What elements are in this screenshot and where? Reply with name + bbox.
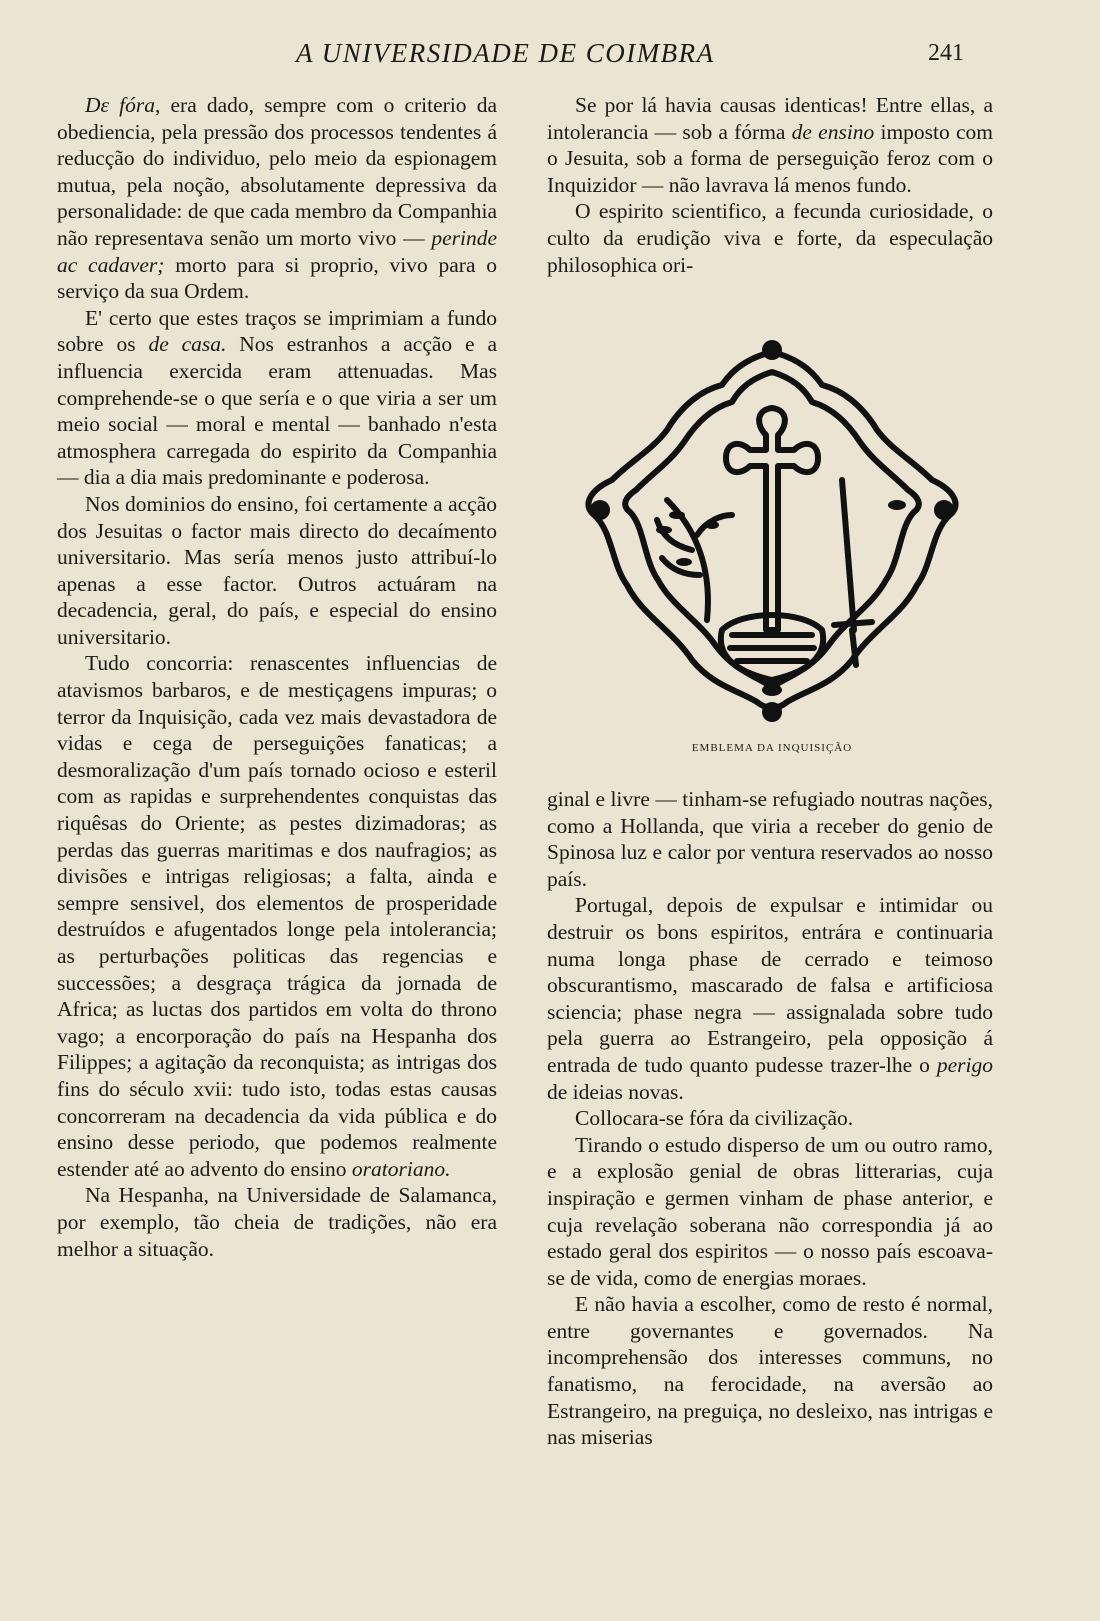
paragraph-text: morto para si proprio, vivo para o serviço da sua Ordem. — [57, 252, 498, 304]
paragraph: Na Hespanha, na Universidade de Salamanca, por exemplo, tão cheia de tradições, não era melhor a situação. — [57, 1183, 497, 1261]
paragraph — [547, 892, 993, 1105]
inquisition-emblem-figure — [572, 330, 972, 770]
paragraph: Tirando o estudo disperso de um ou outro ramo, e a explosão genial de obras litterarias, cuja inspiração e germen vinham de phase anterior, e cuja revelação soberana não correspondia já ao estado geral dos espiritos — o nosso país escoava-se de vida, como de energias moraes. — [547, 1132, 993, 1290]
paragraph-text: Nos estranhos a acção e a influencia exercida eram attenuadas. Mas comprehende-se o que sería e o que viria a ser um meio social — moral e mental — banhado n'esta atmosphera carregada do espirito da Companhia — dia a dia mais predominante e poderosa. — [57, 332, 498, 490]
paragraph-text: de ideias novas. — [547, 1079, 684, 1104]
paragraph — [57, 650, 497, 1182]
paragraph: ginal e livre — tinham-se refugiado noutras nações, como a Hollanda, que viria a receber do genio de Spinosa luz e calor por ventura reservados ao nosso país. — [547, 787, 993, 891]
paragraph — [57, 92, 497, 305]
italic-phrase: oratoriano. — [351, 1156, 451, 1181]
running-head — [0, 38, 1100, 74]
paragraph-text: Se por lá havia causas identicas! Entre ellas, a intolerancia — sob a fórma — [547, 93, 993, 144]
figure-caption: EMBLEMA DA INQUISIÇÃO — [691, 742, 853, 754]
inquisition-emblem-illustration — [572, 330, 972, 730]
paragraph-text: Portugal, depois de expulsar e intimidar ou destruir os bons espiritos, entrára e continuaria numa longa phase de cerrado e teimoso obscurantismo, mascarado de falsa e artificiosa sciencia; phase negra — assignalada sobre tudo pela guerra ao Estrangeiro, pela opposição á entrada de tudo quanto pudesse trazer-lhe o — [547, 893, 993, 1077]
paragraph-text: imposto com o Jesuita, sob a forma de perseguição feroz com o Inquizidor — não lavrava lá menos fundo. — [547, 119, 993, 197]
paragraph: O espirito scientifico, a fecunda curiosidade, o culto da erudição viva e forte, da especulação philosophica ori- — [547, 199, 993, 277]
italic-phrase: Dε fóra — [85, 93, 155, 117]
italic-phrase: perigo — [936, 1052, 993, 1077]
paragraph: Collocara-se fóra da civilização. — [575, 1106, 854, 1131]
left-column — [57, 92, 497, 1262]
italic-phrase: perinde ac cadaver; — [57, 225, 497, 277]
paragraph-text: , era dado, sempre com o criterio da obediencia, pela pressão dos processos tendentes á reducção do individuo, pelo meio da espionagem mutua, pela noção, absolutamente depressiva da personalidade: de que cada membro da Companhia não representava senão um morto vivo — — [57, 93, 497, 250]
right-column-bottom — [547, 786, 993, 1451]
paragraph-text: E' certo que estes traços se imprimiam a fundo sobre os — [57, 305, 497, 357]
right-column-top — [547, 92, 993, 278]
page-number: 241 — [928, 40, 964, 66]
paragraph — [57, 305, 497, 491]
running-title: A UNIVERSIDADE DE COIMBRA — [296, 38, 715, 68]
paragraph-text: Tudo concorria: renascentes influencias de atavismos barbaros, e de mestiçagens impuras; o terror da Inquisição, cada vez mais devastadora de vidas e cega de perseguições fanaticas; a desmoralização d'um país tornado ocioso e esteril com as rapidas e surprehendentes conquistas das riquêsas do Oriente; as pestes dizimadoras; as perdas das guerras maritimas e dos naufragios; as divisões e intrigas religiosas; a falta, ainda e sempre sensivel, dos elementos de prosperidade destruídos e afugentados longe pela intolerancia; as perturbações politicas das regencias e successões; a desgraça trágica da jornada de Africa; as luctas dos partidos em volta do throno vago; a encorporação do país na Hespanha dos Filippes; a agitação da reconquista; as intrigas dos fins do século xvii: tudo isto, todas estas causas concorreram na decadencia da vida pública e do ensino desse periodo, que podemos realmente estender até ao advento do ensino — [57, 651, 497, 1181]
paragraph: E não havia a escolher, como de resto é normal, entre governantes e governados. Na incomprehensão dos interesses communs, no fanatismo, na ferocidade, na aversão ao Estrangeiro, na preguiça, no desleixo, nas intrigas e nas miserias — [547, 1292, 993, 1450]
paragraph — [547, 92, 993, 198]
italic-phrase: de casa. — [148, 332, 227, 357]
paragraph: Nos dominios do ensino, foi certamente a acção dos Jesuitas o factor mais directo do decaímento universitario. Mas sería menos justo attribuí-lo apenas a esse factor. Outros actuáram na decadencia, geral, do país, e especial do ensino universitario. — [57, 491, 497, 649]
italic-phrase: de ensino — [791, 119, 875, 144]
